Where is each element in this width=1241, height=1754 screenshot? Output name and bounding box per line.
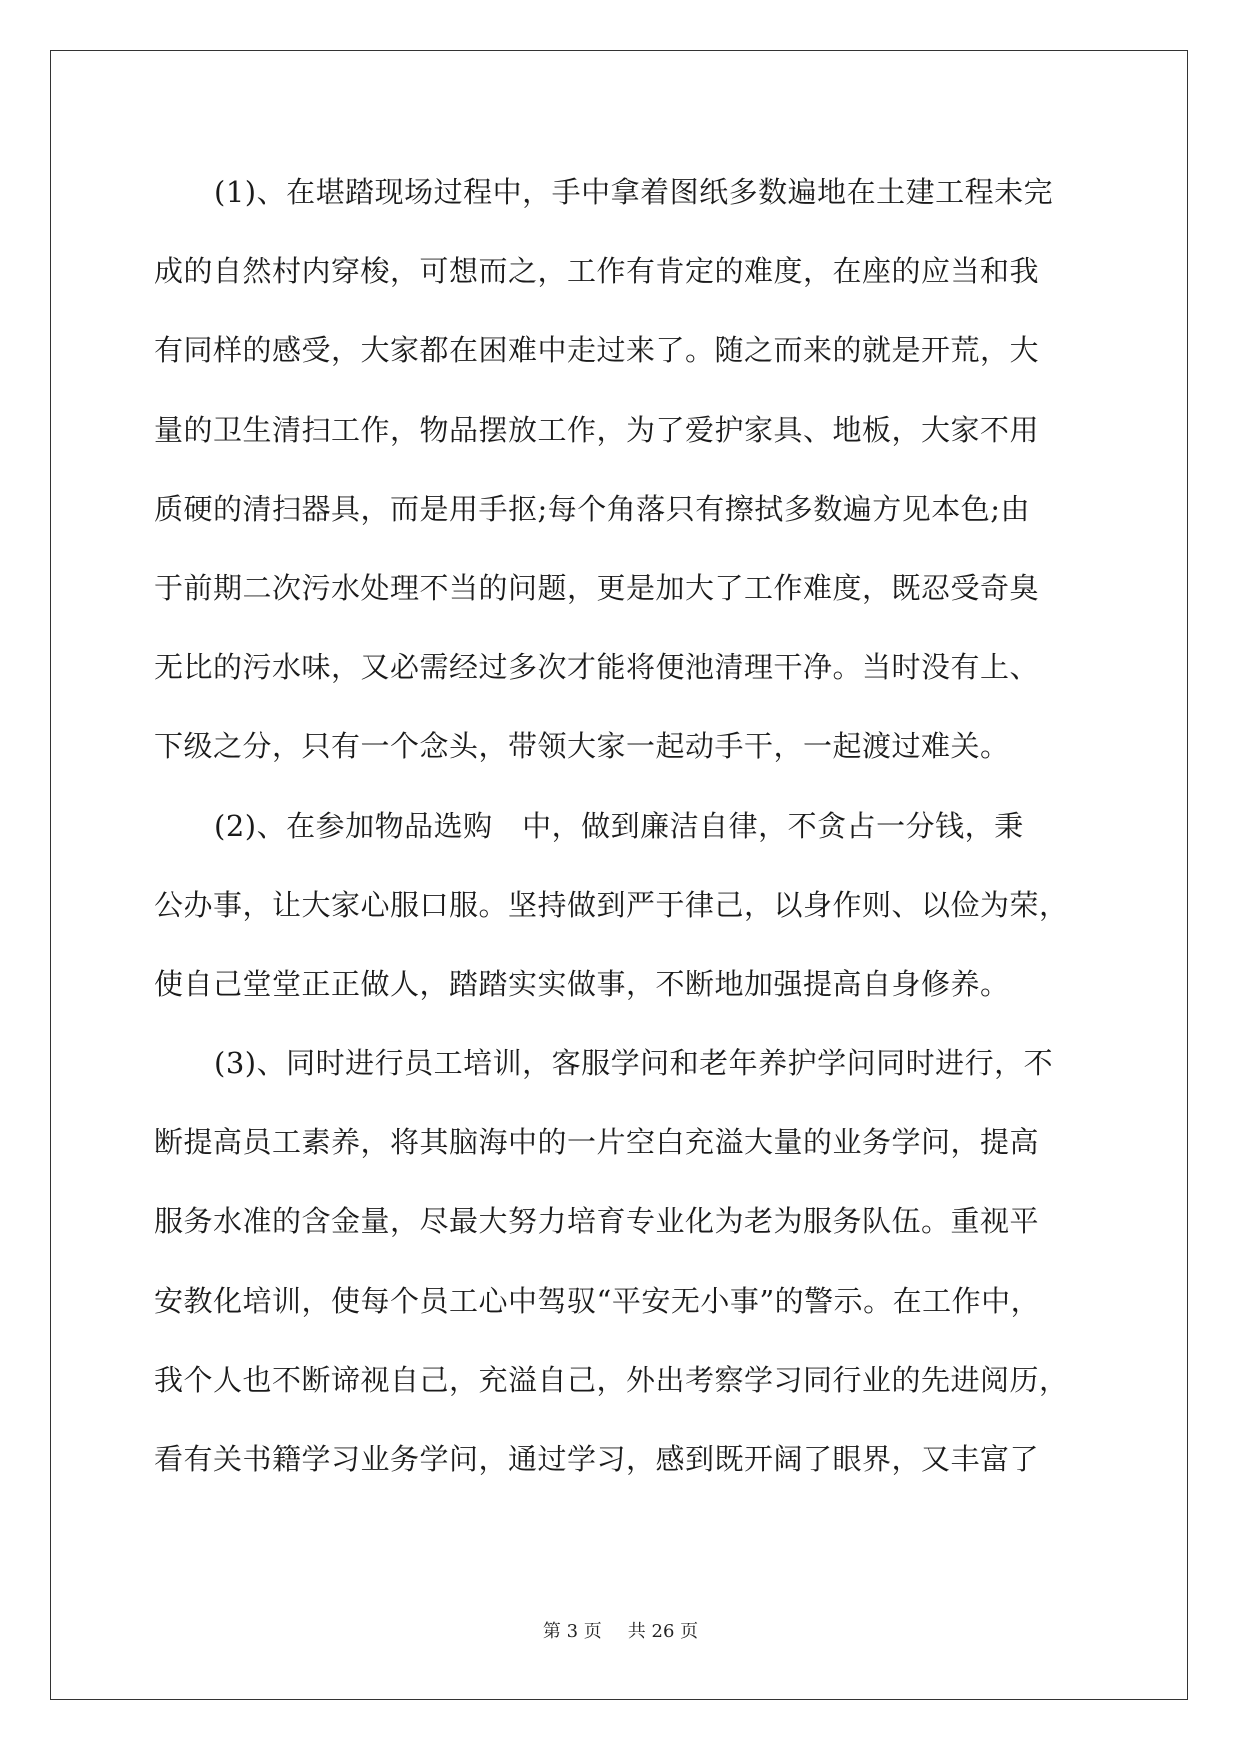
page-footer (0, 1617, 1241, 1643)
paragraph-3-line-1: (3)、同时进行员工培训，客服学问和老年养护学问同时进行，不 (214, 1046, 1054, 1081)
paragraph-2-line-3: 使自己堂堂正正做人，踏踏实实做事，不断地加强提高自身修养。 (154, 966, 1010, 1001)
paragraph-3-line-5: 我个人也不断谛视自己，充溢自己，外出考察学习同行业的先进阅历， (154, 1362, 1069, 1397)
page-number: 第 3 页 (542, 1621, 602, 1642)
total-pages: 共 26 页 (627, 1621, 699, 1642)
paragraph-3-line-4: 安教化培训，使每个员工心中驾驭“平安无小事”的警示。在工作中， (154, 1283, 1041, 1318)
paragraph-2-line-2: 公办事，让大家心服口服。坚持做到严于律己，以身作则、以俭为荣， (154, 887, 1069, 922)
document-body (154, 164, 1090, 1510)
paragraph-1-line-7: 无比的污水味，又必需经过多次才能将便池清理干净。当时没有上、 (154, 650, 1040, 685)
paragraph-1-line-5: 质硬的清扫器具，而是用手抠;每个角落只有擦拭多数遍方见本色;由 (154, 491, 1031, 526)
paragraph-3-line-6: 看有关书籍学习业务学问，通过学习，感到既开阔了眼界，又丰富了 (154, 1442, 1040, 1476)
paragraph-1-line-2: 成的自然村内穿梭，可想而之，工作有肯定的难度，在座的应当和我 (154, 254, 1040, 289)
paragraph-3-line-3: 服务水准的含金量，尽最大努力培育专业化为老为服务队伍。重视平 (154, 1204, 1040, 1239)
paragraph-1-line-6: 于前期二次污水处理不当的问题，更是加大了工作难度，既忍受奇臭 (154, 570, 1040, 605)
paragraph-1-line-8: 下级之分，只有一个念头，带领大家一起动手干，一起渡过难关。 (154, 729, 1010, 764)
paragraph-3-line-2: 断提高员工素养，将其脑海中的一片空白充溢大量的业务学问，提高 (154, 1125, 1040, 1160)
paragraph-1-line-4: 量的卫生清扫工作，物品摆放工作，为了爱护家具、地板，大家不用 (154, 412, 1040, 447)
paragraph-1-line-1: (1)、在堪踏现场过程中，手中拿着图纸多数遍地在土建工程未完 (214, 175, 1054, 209)
paragraph-1-line-3: 有同样的感受，大家都在困难中走过来了。随之而来的就是开荒，大 (154, 333, 1040, 368)
paragraph-2-line-1: (2)、在参加物品选购 中，做到廉洁自律，不贪占一分钱，秉 (214, 808, 1024, 843)
